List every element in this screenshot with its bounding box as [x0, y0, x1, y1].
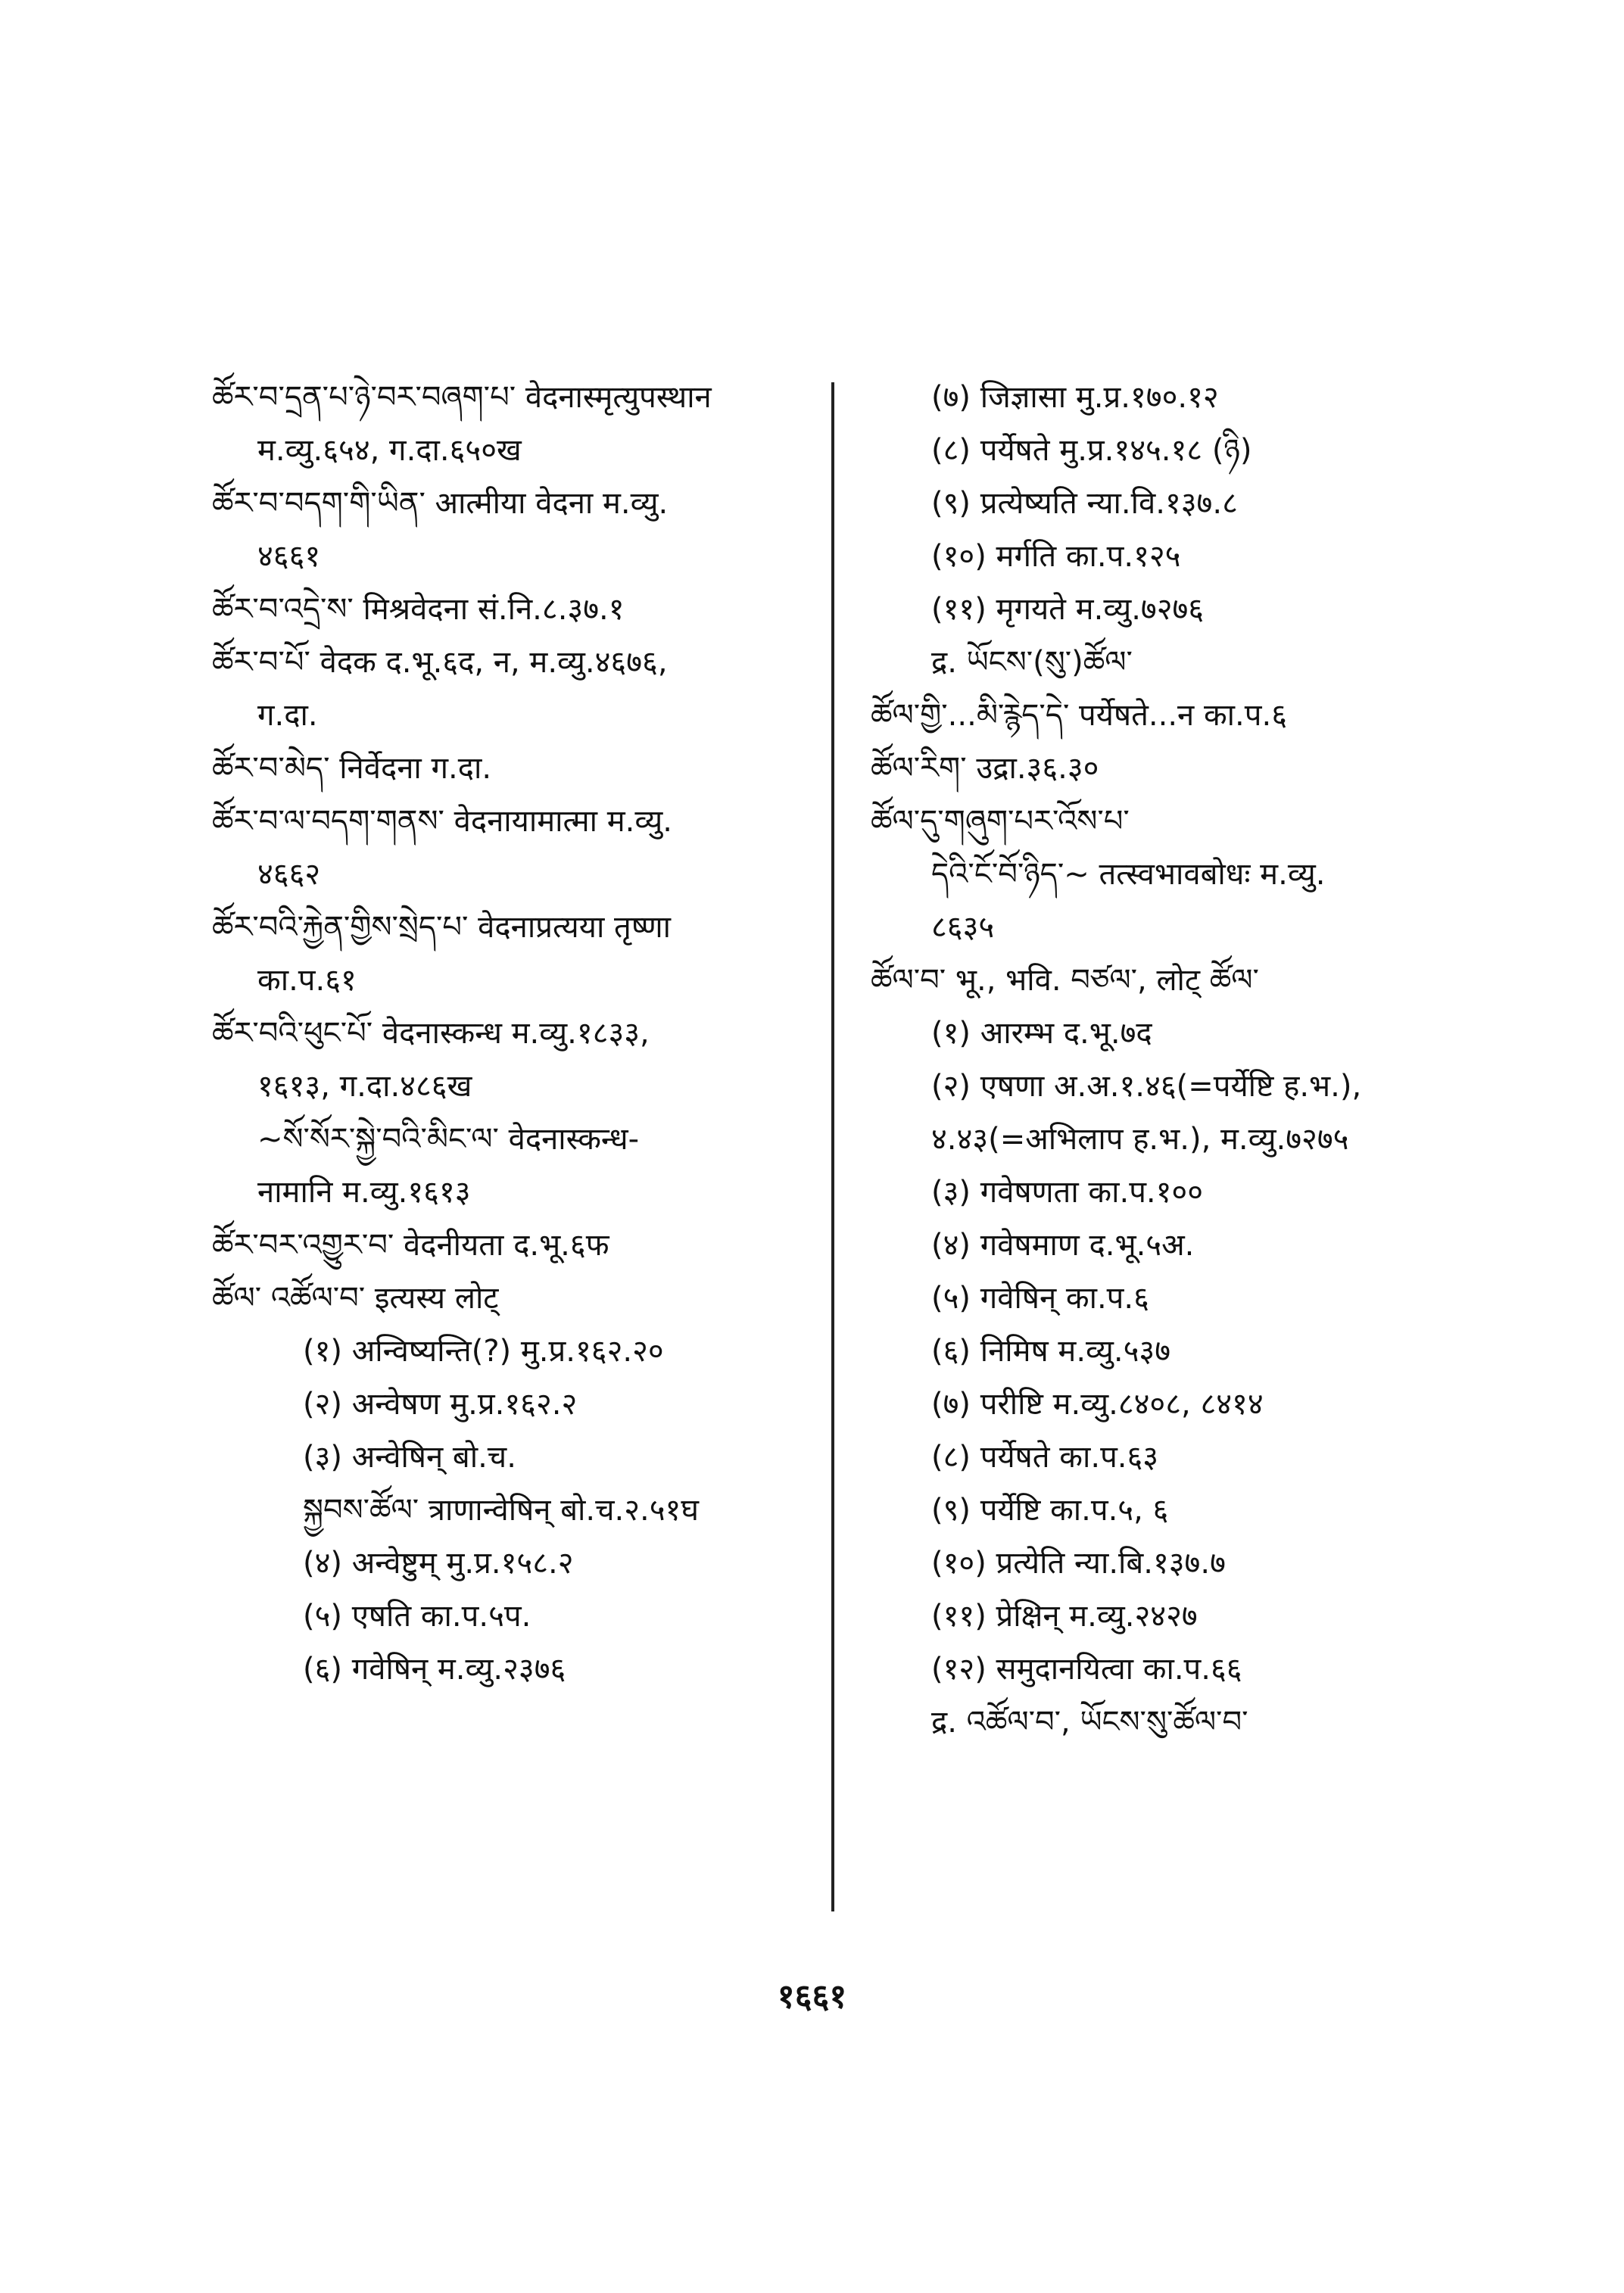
- dictionary-sense: (७) जिज्ञासा मु.प्र.१७०.१२: [931, 380, 1219, 415]
- dictionary-sense: (८) पर्येषते का.प.६३: [931, 1440, 1159, 1475]
- column-divider: [831, 382, 834, 1911]
- dictionary-sense: (१०) प्रत्येति न्या.बि.१३७.७: [931, 1546, 1226, 1581]
- dictionary-sense: (४) अन्वेष्टुम् मु.प्र.१५८.२: [303, 1546, 574, 1581]
- dictionary-sense: (१) अन्विष्यन्ति(?) मु.प्र.१६२.२०: [303, 1334, 664, 1369]
- dictionary-sense: नामानि म.व्यु.१६१३: [257, 1175, 471, 1210]
- dictionary-sense: (१०) मर्गति का.प.१२५: [931, 539, 1181, 574]
- dictionary-headword: ཚོར་བ་མེད་ निर्वेदना ग.दा.: [212, 751, 492, 786]
- dictionary-sense: ४.४३(=अभिलाप ह.भ.), म.व्यु.७२७५: [931, 1122, 1349, 1157]
- dictionary-sense: द्र. འཚོལ་བ་, ཡོངས་སུ་ཚོལ་བ་: [931, 1705, 1248, 1740]
- dictionary-sense: (६) गवेषिन् म.व्यु.२३७६: [303, 1652, 566, 1687]
- dictionary-headword: ཚོར་བ་དྲན་པ་ཉེ་བར་བཞག་པ་ वेदनास्मृत्युपस्थान: [212, 380, 712, 415]
- dictionary-headword: ཚོར་བ་འདྲེ་ས་ मिश्रवेदना सं.नि.८.३७.१: [212, 592, 625, 627]
- dictionary-headword: ཚོར་བའི་ཕུང་པོ་ वेदनास्कन्ध म.व्यु.१८३३,: [212, 1016, 650, 1051]
- dictionary-headword: ཚོལ་ འཚོལ་བ་ इत्यस्य लोट्: [212, 1281, 499, 1316]
- dictionary-sense: (९) पर्येष्टि का.प.५, ६: [931, 1493, 1169, 1528]
- dictionary-sense: (२) अन्वेषण मु.प्र.१६२.२: [303, 1387, 578, 1422]
- dictionary-sense: ग.दा.: [257, 698, 318, 733]
- dictionary-sense: का.प.६१: [257, 963, 357, 998]
- dictionary-headword: ཚོལ་དུ་གཞུག་པར་འོས་པ་: [871, 804, 1130, 839]
- dictionary-headword: ཚོལ་གྱི་...མི་རྙེད་དེ་ पर्येषते...न का.प.६: [871, 698, 1287, 733]
- dictionary-headword: ཚོལ་རིག་ उद्रा.३६.३०: [871, 751, 1099, 786]
- dictionary-headword: ཚོར་བ་བདག་གི་ཡིན་ आत्मीया वेदना म.व्यु.: [212, 486, 669, 521]
- dictionary-sense: (८) पर्येषते मु.प्र.१४५.१८ (ཉི): [931, 433, 1252, 468]
- dictionary-sense: ८६३५: [931, 910, 995, 945]
- dictionary-headword: ཚོར་བ་པོ་ वेदक द.भू.६द, न, म.व्यु.४६७६,: [212, 645, 668, 680]
- dictionary-sense: (११) मृगयते म.व्यु.७२७६: [931, 592, 1205, 627]
- dictionary-sense: म.व्यु.६५४, ग.दा.६५०ख: [257, 433, 522, 468]
- dictionary-sense: (९) प्रत्येष्यति न्या.वि.१३७.८: [931, 486, 1238, 521]
- dictionary-sense: (३) अन्वेषिन् बो.च.: [303, 1440, 516, 1475]
- dictionary-headword: ཚོལ་བ་ भू., भवि. བཙལ་, लोट् ཚོལ་: [871, 963, 1259, 998]
- dictionary-sense: སྐྱབས་ཚོལ་ त्राणान्वेषिन् बो.च.२.५१घ: [303, 1493, 699, 1528]
- left-column: [212, 371, 818, 1696]
- dictionary-sense: ~སོ་སོར་སྐྱེ་བའི་མིང་ལ་ वेदनास्कन्ध-: [257, 1122, 640, 1157]
- dictionary-sense: (५) एषति का.प.५प.: [303, 1599, 531, 1634]
- dictionary-sense: ४६६२: [257, 857, 321, 892]
- dictionary-headword: ཚོར་བའི་རྐྱེན་གྱིས་སྲེད་པ་ वेदनाप्रत्यया तृष्णा: [212, 910, 671, 945]
- dictionary-sense: (१) आरम्भ द.भू.७द: [931, 1016, 1152, 1051]
- dictionary-sense: (७) परीष्टि म.व्यु.८४०८, ८४१४: [931, 1387, 1264, 1422]
- dictionary-sense: (३) गवेषणता का.प.१००: [931, 1175, 1204, 1210]
- dictionary-sense: (१२) समुदानयित्वा का.प.६६: [931, 1652, 1242, 1687]
- dictionary-headword: ཚོར་བ་ལ་བདག་གནས་ वेदनायामात्मा म.व्यु.: [212, 804, 672, 839]
- dictionary-sense: (५) गवेषिन् का.प.६: [931, 1281, 1149, 1316]
- dictionary-sense: १६१३, ग.दा.४८६ख: [257, 1069, 472, 1104]
- dictionary-sense: द्र. ཡོངས་(སུ་)ཚོལ་: [931, 645, 1133, 680]
- dictionary-sense: དེའི་ངོ་བོ་ཉིད་~ तत्स्वभावबोधः म.व्यु.: [931, 857, 1326, 892]
- dictionary-sense: ४६६१: [257, 539, 321, 574]
- right-column: [871, 371, 1476, 1749]
- dictionary-sense: (४) गवेषमाण द.भू.५अ.: [931, 1228, 1195, 1263]
- page-number: १६६१: [777, 1977, 847, 2016]
- dictionary-sense: (६) निमिष म.व्यु.५३७: [931, 1334, 1171, 1369]
- dictionary-sense: (२) एषणा अ.अ.१.४६(=पर्येष्टि ह.भ.),: [931, 1069, 1362, 1104]
- dictionary-headword: ཚོར་བར་འགྱུར་བ་ वेदनीयता द.भू.६फ: [212, 1228, 609, 1263]
- dictionary-sense: (११) प्रेक्षिन् म.व्यु.२४२७: [931, 1599, 1198, 1634]
